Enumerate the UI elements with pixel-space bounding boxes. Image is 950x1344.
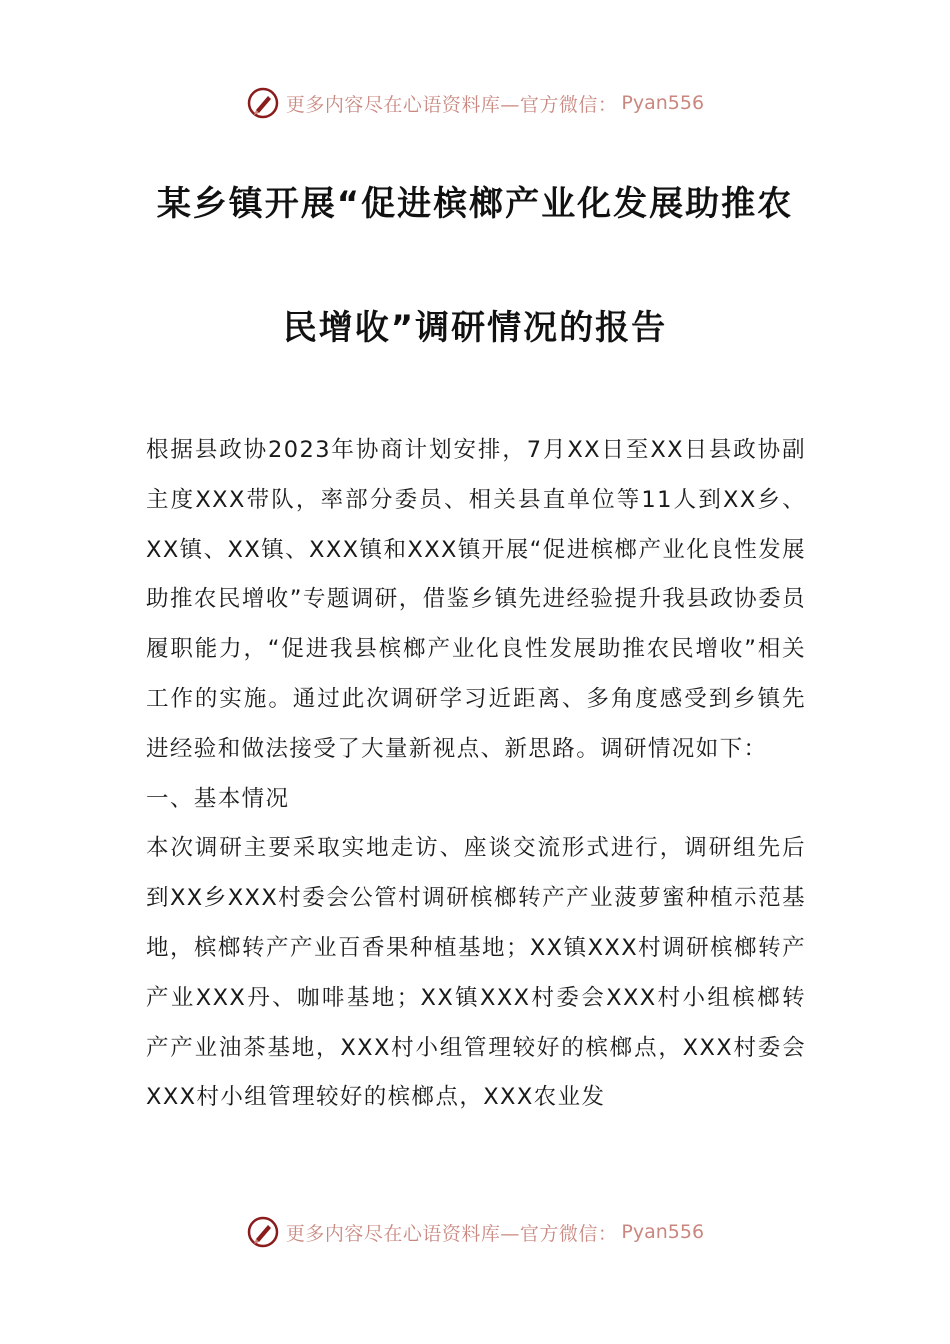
watermark-wechat-id: Pyan556 (621, 92, 705, 114)
watermark-text: 更多内容尽在心语资料库—官方微信： (285, 1222, 618, 1245)
document-title-line2: 民增收”调研情况的报告 (282, 308, 668, 348)
paragraph-intro: 根据县政协2023年协商计划安排，7月XX日至XX日县政协副主度XXX带队，率部分委员、相关县直单位等11人到XX乡、XX镇、XX镇、XXX镇和XXX镇开展“促进槟榔产业化良性发展助推农民增收”专题调研，借鉴乡镇先进经验提升我县政协委员履职能力，“促进我县槟榔产业化良性发展助推农民增收”相关工作的实施。通过此次调研学习近距离、多角度感受到乡镇先进经验和做法接受了大量新视点、新思路。调研情况如下： (146, 437, 806, 762)
pen-logo-icon (246, 86, 280, 120)
watermark-wechat-id: Pyan556 (621, 1221, 705, 1243)
pen-logo-icon (246, 1215, 280, 1249)
watermark-footer (0, 1212, 950, 1252)
paragraph-basic-situation: 本次调研主要采取实地走访、座谈交流形式进行，调研组先后到XX乡XXX村委会公管村调研槟榔转产产业菠萝蜜种植示范基地，槟榔转产产业百香果种植基地；XX镇XXX村调研槟榔转产产业XXX丹、咖啡基地；XX镇XXX村委会XXX村小组槟榔转产产业油茶基地，XXX村小组管理较好的槟榔点，XXX村委会XXX村小组管理较好的槟榔点，XXX农业发 (146, 835, 806, 1111)
watermark-header (0, 83, 950, 123)
document-title-line1: 某乡镇开展“促进槟榔产业化发展助推农 (156, 184, 794, 224)
section-heading-basic: 一、基本情况 (146, 785, 290, 812)
watermark-text: 更多内容尽在心语资料库—官方微信： (285, 93, 618, 116)
document-body (146, 426, 806, 1123)
